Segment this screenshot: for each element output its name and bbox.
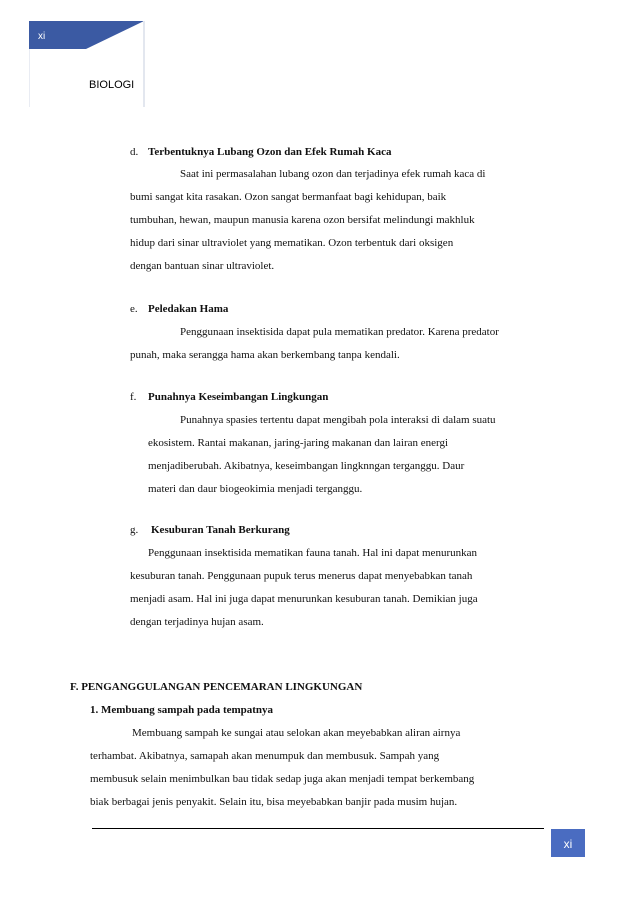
section-d-marker: d. [130,146,139,158]
paragraph-line: biak berbagai jenis penyakit. Selain itu, bisa meyebabkan banjir pada musim hujan. [90,796,458,808]
paragraph-line: tumbuhan, hewan, maupun manusia karena ozon bersifat melindungi makhluk [130,214,475,226]
paragraph-line: Penggunaan insektisida mematikan fauna tanah. Hal ini dapat menurunkan [148,547,477,559]
paragraph-line: ekosistem. Rantai makanan, jaring-jaring makanan dan lairan energi [148,437,449,449]
paragraph-line: menjadi asam. Hal ini juga dapat menurunkan kesuburan tanah. Demikian juga [130,593,478,605]
section-g-title: Kesuburan Tanah Berkurang [151,524,290,536]
paragraph-line: bumi sangat kita rasakan. Ozon sangat bermanfaat bagi kehidupan, baik [130,191,447,203]
paragraph-line: dengan bantuan sinar ultraviolet. [130,260,275,272]
page-number: xi [563,837,573,851]
section-g-marker: g. [130,524,139,536]
page-number-badge [551,829,585,857]
section-f-title: Punahnya Keseimbangan Lingkungan [148,391,329,403]
paragraph-line: Membuang sampah ke sungai atau selokan akan meyebabkan aliran airnya [132,727,461,739]
paragraph-line: Penggunaan insektisida dapat pula mematikan predator. Karena predator [180,326,499,338]
paragraph-line: hidup dari sinar ultraviolet yang mematikan. Ozon terbentuk dari oksigen [130,237,454,249]
paragraph-line: kesuburan tanah. Penggunaan pupuk terus menerus dapat menyebabkan tanah [130,570,473,582]
footer-rule [92,828,544,829]
header-shadow [143,21,145,107]
chapter-heading: F. PENGANGGULANGAN PENCEMARAN LINGKUNGAN [70,681,363,693]
header-banner [29,21,143,107]
section-d-title: Terbentuknya Lubang Ozon dan Efek Rumah Kaca [148,146,392,158]
paragraph-line: Saat ini permasalahan lubang ozon dan terjadinya efek rumah kaca di [180,168,486,180]
paragraph-line: terhambat. Akibatnya, samapah akan menumpuk dan membusuk. Sampah yang [90,750,440,762]
section-f-marker: f. [130,391,137,403]
paragraph-line: materi dan daur biogeokimia menjadi terganggu. [148,483,363,495]
header-title: BIOLOGI [89,79,135,91]
paragraph-line: membusuk selain menimbulkan bau tidak sedap juga akan menjadi tempat berkembang [90,773,475,785]
section-e-marker: e. [130,303,138,315]
chapter-sub-heading: 1. Membuang sampah pada tempatnya [90,704,274,716]
paragraph-line: dengan terjadinya hujan asam. [130,616,264,628]
header-panel [29,49,143,107]
section-e-title: Peledakan Hama [148,303,229,315]
paragraph-line: punah, maka serangga hama akan berkembang tanpa kendali. [130,349,400,361]
paragraph-line: menjadiberubah. Akibatnya, keseimbangan lingknngan terganggu. Daur [148,460,465,472]
header-tag: xi [38,31,46,42]
paragraph-line: Punahnya spasies tertentu dapat mengibah pola interaksi di dalam suatu [180,414,496,426]
